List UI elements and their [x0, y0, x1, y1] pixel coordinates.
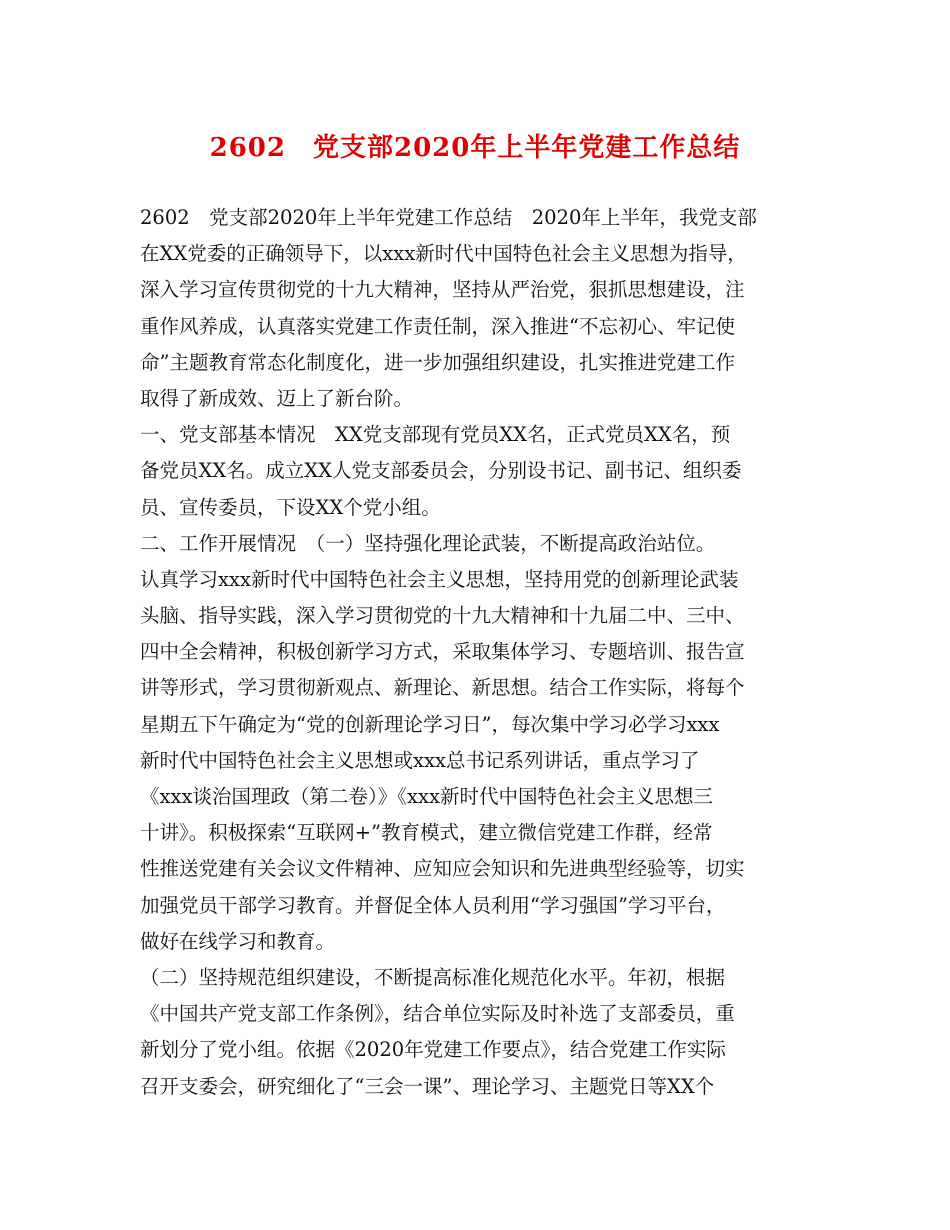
body-line: 四中全会精神，积极创新学习方式，采取集体学习、专题培训、报告宣 — [140, 640, 745, 664]
body-line: 性推送党建有关会议文件精神、应知应会知识和先进典型经验等，切实 — [140, 857, 745, 881]
body-line: 十讲》。积极探索“互联网+”教育模式，建立微信党建工作群，经常 — [140, 821, 713, 845]
body-line: 深入学习宣传贯彻党的十九大精神，坚持从严治党，狠抓思想建设，注 — [140, 278, 745, 302]
body-line: 《xxx谈治国理政（第二卷）》《xxx新时代中国特色社会主义思想三 — [140, 785, 713, 808]
body-line: 一、党支部基本情况 XX党支部现有党员XX名，正式党员XX名，预 — [140, 423, 731, 447]
body-line: 召开支委会，研究细化了“三会一课”、理论学习、主题党日等XX个 — [140, 1074, 715, 1098]
body-line: 2602 党支部2020年上半年党建工作总结 2020年上半年，我党支部 — [140, 206, 757, 229]
body-line: 做好在线学习和教育。 — [140, 929, 336, 953]
document-body — [140, 200, 840, 1105]
body-line: 加强党员干部学习教育。并督促全体人员利用“学习强国”学习平台， — [140, 893, 726, 917]
body-line: 备党员XX名。成立XX人党支部委员会，分别设书记、副书记、组织委 — [140, 459, 742, 483]
body-line: 在XX党委的正确领导下，以xxx新时代中国特色社会主义思想为指导， — [140, 242, 747, 266]
body-line: （二）坚持规范组织建设，不断提高标准化规范化水平。年初，根据 — [140, 965, 726, 989]
body-line: 重作风养成，认真落实党建工作责任制，深入推进“不忘初心、牢记使 — [140, 314, 735, 338]
body-line: 新划分了党小组。依据《2020年党建工作要点》，结合党建工作实际 — [140, 1038, 726, 1062]
body-line: 星期五下午确定为“党的创新理论学习日”，每次集中学习必学习xxx — [140, 712, 720, 736]
body-line: 新时代中国特色社会主义思想或xxx总书记系列讲话，重点学习了 — [140, 748, 700, 772]
body-line: 头脑、指导实践，深入学习贯彻党的十九大精神和十九届二中、三中、 — [140, 604, 745, 628]
body-line: 《中国共产党支部工作条例》，结合单位实际及时补选了支部委员，重 — [140, 1002, 735, 1026]
document-title: 2602 党支部2020年上半年党建工作总结 — [209, 133, 741, 163]
body-line: 员、宣传委员，下设XX个党小组。 — [140, 495, 441, 519]
body-line: 认真学习xxx新时代中国特色社会主义思想，坚持用党的创新理论武装 — [140, 567, 739, 591]
body-line: 命”主题教育常态化制度化，进一步加强组织建设，扎实推进党建工作 — [140, 350, 735, 374]
body-line: 取得了新成效、迈上了新台阶。 — [140, 386, 414, 410]
body-line: 二、工作开展情况 （一）坚持强化理论武装，不断提高政治站位。 — [140, 531, 716, 555]
body-line: 讲等形式，学习贯彻新观点、新理论、新思想。结合工作实际，将每个 — [140, 676, 745, 700]
